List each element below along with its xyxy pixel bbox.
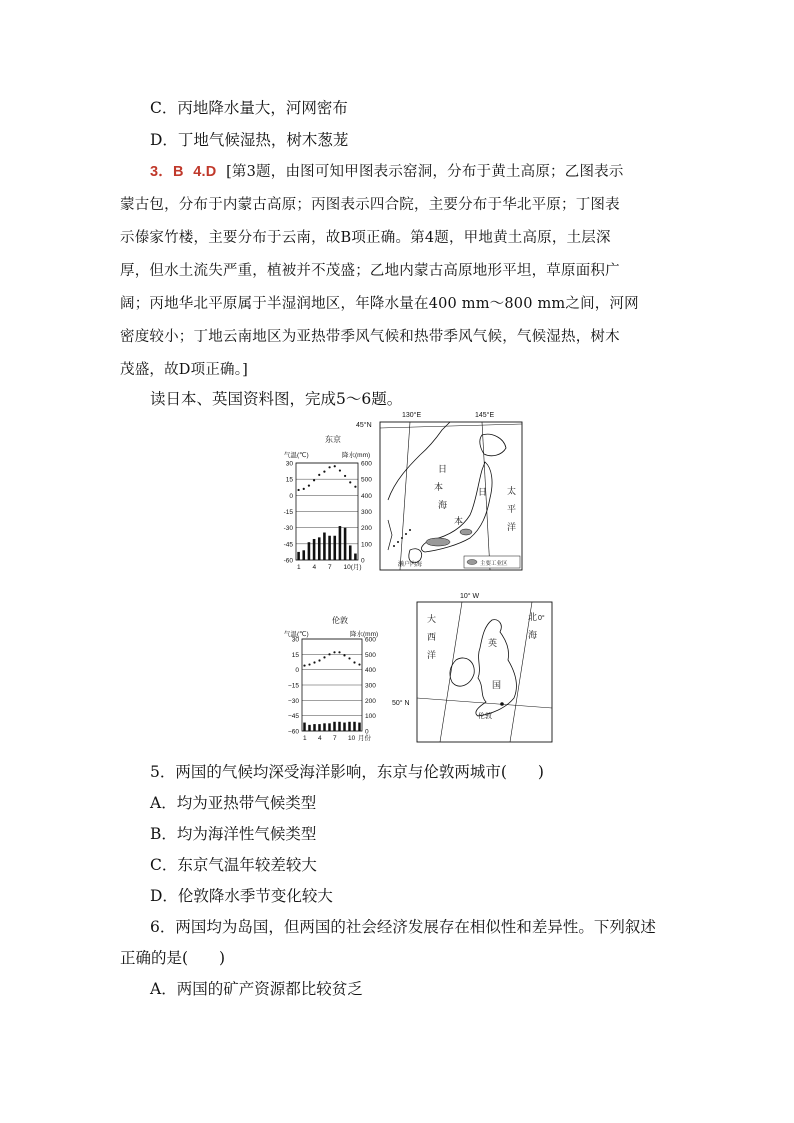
uk-map-frame <box>417 602 552 742</box>
temp-point <box>323 471 325 473</box>
japan-figure <box>270 410 530 575</box>
country-char: 国 <box>492 680 502 690</box>
temp-tick: −15 <box>287 682 299 690</box>
legend-swatch <box>467 560 477 565</box>
temp-point <box>318 474 320 476</box>
precip-tick: 300 <box>365 682 376 690</box>
precip-bar <box>302 550 305 560</box>
temp-point <box>334 465 336 467</box>
island-dot <box>397 541 399 543</box>
temp-point <box>358 663 360 665</box>
month-tick: 10 <box>348 735 356 742</box>
temp-point <box>308 663 310 665</box>
uk-figure <box>270 590 560 750</box>
sea-char: 日 <box>438 464 448 474</box>
explanation-text: [第3题，由图可知甲图表示窑洞，分布于黄土高原；乙图表示 <box>226 164 624 180</box>
q6-stem-1: 6．两国均为岛国，但两国的社会经济发展存在相似性和差异性。下列叙述 <box>150 918 656 936</box>
sea-char: 本 <box>434 482 444 492</box>
precip-tick: 600 <box>361 460 372 468</box>
q6-option-a: A．两国的矿产资源都比较贫乏 <box>150 980 363 998</box>
sea-char: 海 <box>438 500 448 510</box>
temp-point <box>354 486 356 488</box>
month-tick: 4 <box>318 735 322 742</box>
island-dot <box>405 533 407 535</box>
kyushu-outline <box>409 549 422 563</box>
precip-tick: 400 <box>365 667 376 675</box>
temp-point <box>353 661 355 663</box>
temp-tick: 30 <box>291 636 299 644</box>
intro-text: 读日本、英国资料图，完成5～6题。 <box>150 390 403 408</box>
explanation-line: 茂盛，故D项正确。] <box>120 362 249 378</box>
precip-tick: 300 <box>361 509 372 516</box>
lon-130e-label: 130°E <box>402 412 422 419</box>
precip-axis-label: 降水(mm) <box>342 452 371 459</box>
inland-sea-label: 濑户内海 <box>398 562 423 568</box>
temp-point <box>297 489 299 491</box>
lon-0-label: 0° <box>538 615 545 622</box>
precip-tick: 600 <box>365 636 376 644</box>
legend-label: 主要工业区 <box>480 561 508 567</box>
capital-label: 伦敦 <box>478 713 492 720</box>
ocean-char: 西 <box>427 632 437 642</box>
precip-bar <box>338 722 341 731</box>
korea-coast <box>388 520 392 550</box>
tokyo-title: 东京 <box>325 435 341 444</box>
country-char: 英 <box>488 638 498 648</box>
temp-point <box>308 485 310 487</box>
temp-axis-label: 气温(℃) <box>284 631 309 638</box>
temp-tick: -60 <box>283 557 293 565</box>
ocean-char: 太 <box>507 486 517 496</box>
answer-line-1 <box>150 160 624 181</box>
explanation-line: 蒙古包，分布于内蒙古高原；丙图表示四合院，主要分布于华北平原；丁图表 <box>120 197 620 213</box>
month-tick: 7 <box>328 564 332 571</box>
precip-bar <box>323 533 326 560</box>
island-dot <box>401 537 403 539</box>
temp-point <box>313 661 315 663</box>
ocean-char: 洋 <box>507 522 517 532</box>
q6-stem-2: 正确的是( ) <box>120 949 226 967</box>
parallel-45n <box>380 424 522 428</box>
precip-tick: 400 <box>361 492 372 500</box>
precip-bar <box>308 542 311 560</box>
temp-point <box>339 469 341 471</box>
month-tick: 4 <box>312 564 317 571</box>
temp-tick: -30 <box>283 525 293 533</box>
explanation-line: 密度较小；丁地云南地区为亚热带季风气候和热带季风气候，气候湿热，树木 <box>120 329 620 345</box>
precip-tick: 100 <box>361 541 372 549</box>
precip-bar <box>313 724 316 731</box>
precip-tick: 200 <box>365 697 376 705</box>
precip-tick: 500 <box>361 476 372 484</box>
meridian-0 <box>510 602 532 742</box>
q5-option-c: C．东京气温年较差较大 <box>150 856 317 874</box>
precip-bar <box>353 722 356 731</box>
temp-point <box>349 481 351 483</box>
meridian-130e <box>400 422 410 570</box>
lon-10w-label: 10° W <box>460 593 480 600</box>
precip-bar <box>318 724 321 731</box>
temp-tick: 15 <box>291 651 299 659</box>
industrial-zone <box>426 538 450 546</box>
temp-tick: -15 <box>283 509 293 516</box>
temp-point <box>344 475 346 477</box>
precip-bar <box>308 725 311 731</box>
sea-char: 北 <box>528 612 538 622</box>
temp-tick: 30 <box>285 460 293 468</box>
precip-tick: 0 <box>365 728 369 736</box>
explanation-line: 阔；丙地华北平原属于半湿润地区，年降水量在400 mm～800 mm之间，河网 <box>120 296 639 312</box>
sea-char: 海 <box>528 630 538 640</box>
temp-point <box>318 659 320 661</box>
precip-bar <box>328 536 331 560</box>
month-tick: 1 <box>297 564 301 571</box>
temp-tick: −30 <box>287 697 299 705</box>
precip-bar <box>344 528 347 560</box>
precip-axis-label: 降水(mm) <box>350 631 379 638</box>
ocean-char: 洋 <box>427 650 437 660</box>
temp-point <box>348 657 350 659</box>
country-char: 本 <box>454 516 464 526</box>
lat-50n-label: 50° N <box>392 700 410 707</box>
precip-bar <box>339 526 342 560</box>
q5-option-a: A．均为亚热带气候类型 <box>150 794 317 812</box>
country-char: 日 <box>478 487 488 497</box>
precip-bar <box>297 552 300 560</box>
temp-point <box>343 654 345 656</box>
temp-tick: 0 <box>295 667 299 675</box>
option-c-prev: C．丙地降水量大，河网密布 <box>150 99 348 117</box>
island-dot <box>393 545 395 547</box>
meridian-10w <box>440 602 462 742</box>
temp-point <box>303 664 305 666</box>
q5-option-b: B．均为海洋性气候类型 <box>150 825 317 843</box>
precip-bar <box>333 722 336 731</box>
london-marker <box>500 702 504 706</box>
precip-bar <box>318 537 321 560</box>
month-tick: 10(月) <box>343 564 362 571</box>
temp-tick: 0 <box>289 492 293 500</box>
precip-bar <box>323 723 326 731</box>
lat-45n-label: 45°N <box>356 422 372 429</box>
precip-tick: 100 <box>365 713 376 721</box>
month-tick: 7 <box>333 735 337 742</box>
ocean-char: 平 <box>507 504 517 514</box>
temp-tick: -45 <box>283 541 293 549</box>
temp-axis-label: 气温(℃) <box>284 452 309 459</box>
precip-bar <box>348 722 351 731</box>
temp-point <box>328 653 330 655</box>
temp-point <box>313 479 315 481</box>
precip-bar <box>333 536 336 560</box>
ocean-char: 大 <box>427 614 437 624</box>
precip-bar <box>303 723 306 731</box>
precip-tick: 500 <box>365 651 376 659</box>
month-tick: 月份 <box>358 735 371 742</box>
temp-tick: 15 <box>285 476 293 484</box>
temp-point <box>323 656 325 658</box>
temp-tick: −45 <box>287 713 299 721</box>
temp-point <box>338 651 340 653</box>
q5-stem: 5．两国的气候均深受海洋影响，东京与伦敦两城市( ) <box>150 763 544 781</box>
precip-bar <box>328 723 331 731</box>
temp-point <box>333 651 335 653</box>
precip-bar <box>343 723 346 731</box>
ireland-outline <box>450 658 474 686</box>
temp-point <box>328 466 330 468</box>
lon-145e-label: 145°E <box>475 412 495 419</box>
great-britain-outline <box>476 620 517 716</box>
precip-bar <box>358 723 361 731</box>
island-dot <box>409 529 411 531</box>
temp-point <box>303 488 305 490</box>
option-d-prev: D．丁地气候湿热，树木葱茏 <box>150 131 349 149</box>
explanation-line: 厚，但水土流失严重，植被并不茂盛；乙地内蒙古高原地形平坦，草原面积广 <box>120 263 620 279</box>
answer-3: 3．B <box>150 164 184 180</box>
month-tick: 1 <box>303 735 307 742</box>
explanation-line: 示傣家竹楼，主要分布于云南，故B项正确。第4题，甲地黄土高原，土层深 <box>120 230 611 246</box>
q5-option-d: D．伦敦降水季节变化较大 <box>150 887 333 905</box>
london-title: 伦敦 <box>332 616 348 625</box>
precip-bar <box>349 545 352 560</box>
temp-tick: −60 <box>287 728 299 736</box>
precip-tick: 200 <box>361 525 372 533</box>
precip-bar <box>313 539 316 560</box>
precip-tick: 0 <box>361 557 365 565</box>
answer-4: 4.D <box>193 164 217 180</box>
precip-bar <box>354 554 357 560</box>
industrial-zone <box>460 529 472 535</box>
